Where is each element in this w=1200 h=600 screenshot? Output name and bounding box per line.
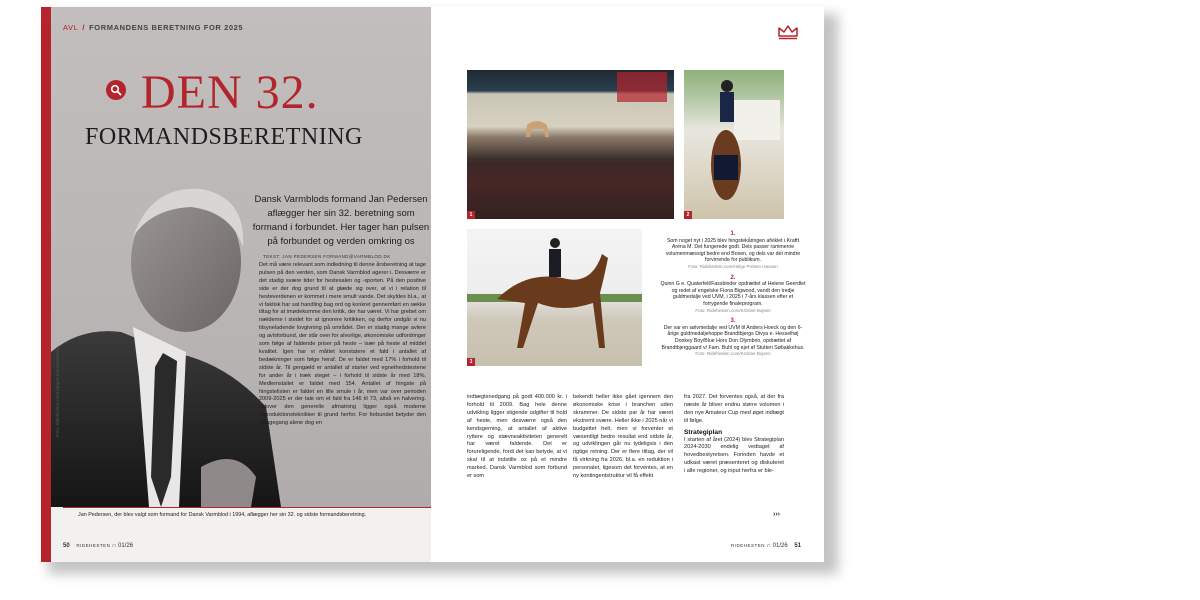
issue-left: 01/26	[118, 543, 134, 549]
page-number-right: 51	[794, 543, 802, 549]
body-column-left: Det må være relevant som indledning til denne årsberetning at tage pulsen på den verden, som Dansk Varmblod agerer i. Desværre er det stadig svære tider for hestesalen og -sporten. På den positive side er der dog grund til at glæde sig over, at vi i relation til hesteverdenen er kommet i mere smult vande. Det skyldes bl.a., at vi faktisk har sat handling bag ord og konkret gennemført en række tiltag for at imødekomme den kritik, der har været. Vi har grebet om nælderne i stedet for at ignorere kritikken, og derfor undgår vi nu tilsyneladende lovgivning på området. Der er stadig mange avlere og avlsforbund, der står over for alvorlige, økonomiske udfordringer som følge af faldende priser på heste – især på heste af middel kvalitet. Igen har vi måttet konstatere et fald i antallet af bedækninger som følge heraf. De er faldet med 17% i forhold til sidste år. Til gengæld er antallet af starter ved egnethedstestene for ander år i træk steget – i forhold til sidste år med 18%. Medlemstallet er faldet med 154. Antallet af hingste på hingstelisten er faldet en lille smule i år, men var over perioden 2009-2025 er der tale om et fald fra 146 til 73, altså en halvering. Udover den generelle afmatning ligger også moderne reproduktionsteknikker til grund herfor. For forbundet betyder den tilbagegang alene dog en	[259, 262, 426, 427]
caption-3: 3. Der var en sølvmedalje ved UVM til Anders Hoeck og den 6-årige guldmedaljehoppe Brandtbjergs Divya e. Hesselhøj Donkey Boy/Blue Hors Don Olymbrio, opdrættet af Brandtbjerggaard v/ Fam. Buhl og ejet af Stutteri Søbakkehus. Foto: Ridehesten.com/Kristine Bojsen	[661, 318, 805, 357]
right-page	[431, 7, 824, 562]
byline: TEKST: JAN PEDERSEN FORMAND@VARMBLOD.DK	[263, 254, 391, 259]
photo-number-1: 1	[467, 211, 475, 219]
horseshoe-icon: ∩	[112, 543, 117, 549]
folio-left	[63, 543, 133, 549]
body-column-3	[684, 394, 784, 476]
crown-icon	[777, 24, 799, 40]
subheading-strategiplan: Strategiplan	[684, 428, 723, 436]
photo-captions	[660, 231, 806, 362]
issue-right: 01/26	[772, 543, 788, 549]
photo-credit: Foto: Ridehesten.com/Jørgen Kiel Mortensen	[55, 346, 60, 437]
breadcrumb-title: FORMANDENS BERETNING FOR 2025	[89, 23, 244, 32]
portrait-caption: Jan Pedersen, der blev valgt som formand for Dansk Varmblod i 1994, aflægger her sin 32. og sidste formandsberetning.	[78, 512, 367, 518]
continue-arrows: ›››	[773, 511, 780, 518]
magazine-name-left: RIDEHESTEN	[76, 543, 111, 548]
caption-1: 1. Som noget nyt i 2025 blev hingstekåringen afviklet i Kraftt Arena M. Det fungerede godt. Dels passer rammerne volumenmæssigt bedre end Boxen, og dels var det mindre forvirrende for publikum. Foto: Ridehesten.com/Helge Preben Hansen	[665, 231, 801, 269]
photo-number-3: 3	[467, 358, 475, 366]
page-subtitle: FORMANDSBERETNING	[85, 124, 363, 150]
body-column-3-cont: I starten af året (2024) blev Strategiplan 2024-2030 endelig vedtaget af hovedbestyrelsen. Forinden havde et udkast været præsenteret og diskuteret i alle regioner, og input herfra er ble-	[684, 436, 784, 475]
magazine-spread	[41, 7, 824, 562]
page-number-left: 50	[63, 543, 70, 549]
portrait-photo	[51, 177, 281, 507]
folio-right	[731, 543, 801, 549]
section-label: AVL	[63, 23, 79, 32]
photo-dressage	[467, 229, 642, 366]
body-column-3-text: fra 2027. Det forventes også, at der fra næste år bliver endnu større volumen i den nye Amateur Cup med øget indtægt til følge.	[684, 394, 784, 424]
body-column-2: bekendt heller ikke gået igennem den økonomiske krise i branchen uden skrammer. De sidste par år har været ekstremt svære. Heller ikke i 2025 når vi budgettet helt, men vi forventer et væsentligt bedre resultat end sidste år, og udviklingen går nu tydeligvis i den rigtige retning. Der er flere tiltag, der vil få virkning fra 2026, bl.a. en reduktion i personalet, ligesom det forventes, at en ny kontingentstruktur vil få effekt	[573, 394, 673, 480]
left-page	[41, 7, 431, 562]
caption-2: 2. Quinn G e. Quaterfelt/Fassbinder opdrættet af Helene Geerdlet og redet af engelske Fiona Bigwood, vandt den tredje guldmedalje ved UVM, i 2025 i 7-års klassen efter et forrygende finaleprogram. Foto: Ridehesten.com/Kristine Bojsen	[660, 274, 806, 313]
intro-text: Dansk Varmblods formand Jan Pedersen aflægger her sin 32. beretning som formand i forbundet. Her tager han pulsen på forbundet og verden omkring os	[252, 194, 430, 247]
search-icon	[106, 80, 126, 100]
page-title: DEN 32.	[141, 66, 319, 119]
breadcrumb: AVL / FORMANDENS BERETNING FOR 2025	[63, 23, 244, 32]
photo-number-2: 2	[684, 211, 692, 219]
body-column-1: indtægtsnedgang på godt 400.000 kr. i forhold til 2009. Bag hele denne udvikling ligger stigende udgifter til hold af heste, men desværre også den kendsgerning, at antallet af aktive ryttere og stævneaktiviteten generelt har været faldende. Det er forureligende, fordi det kan betyde, at vi skal til at indstille os på et mindre marked. Dansk Varmblod som forbund er som	[467, 394, 567, 480]
horseshoe-icon: ∩	[766, 543, 771, 549]
photo-arena	[467, 70, 674, 219]
photo-rider-front	[684, 70, 784, 219]
magazine-name-right: RIDEHESTEN	[731, 543, 766, 548]
red-edge-strip	[41, 7, 51, 562]
